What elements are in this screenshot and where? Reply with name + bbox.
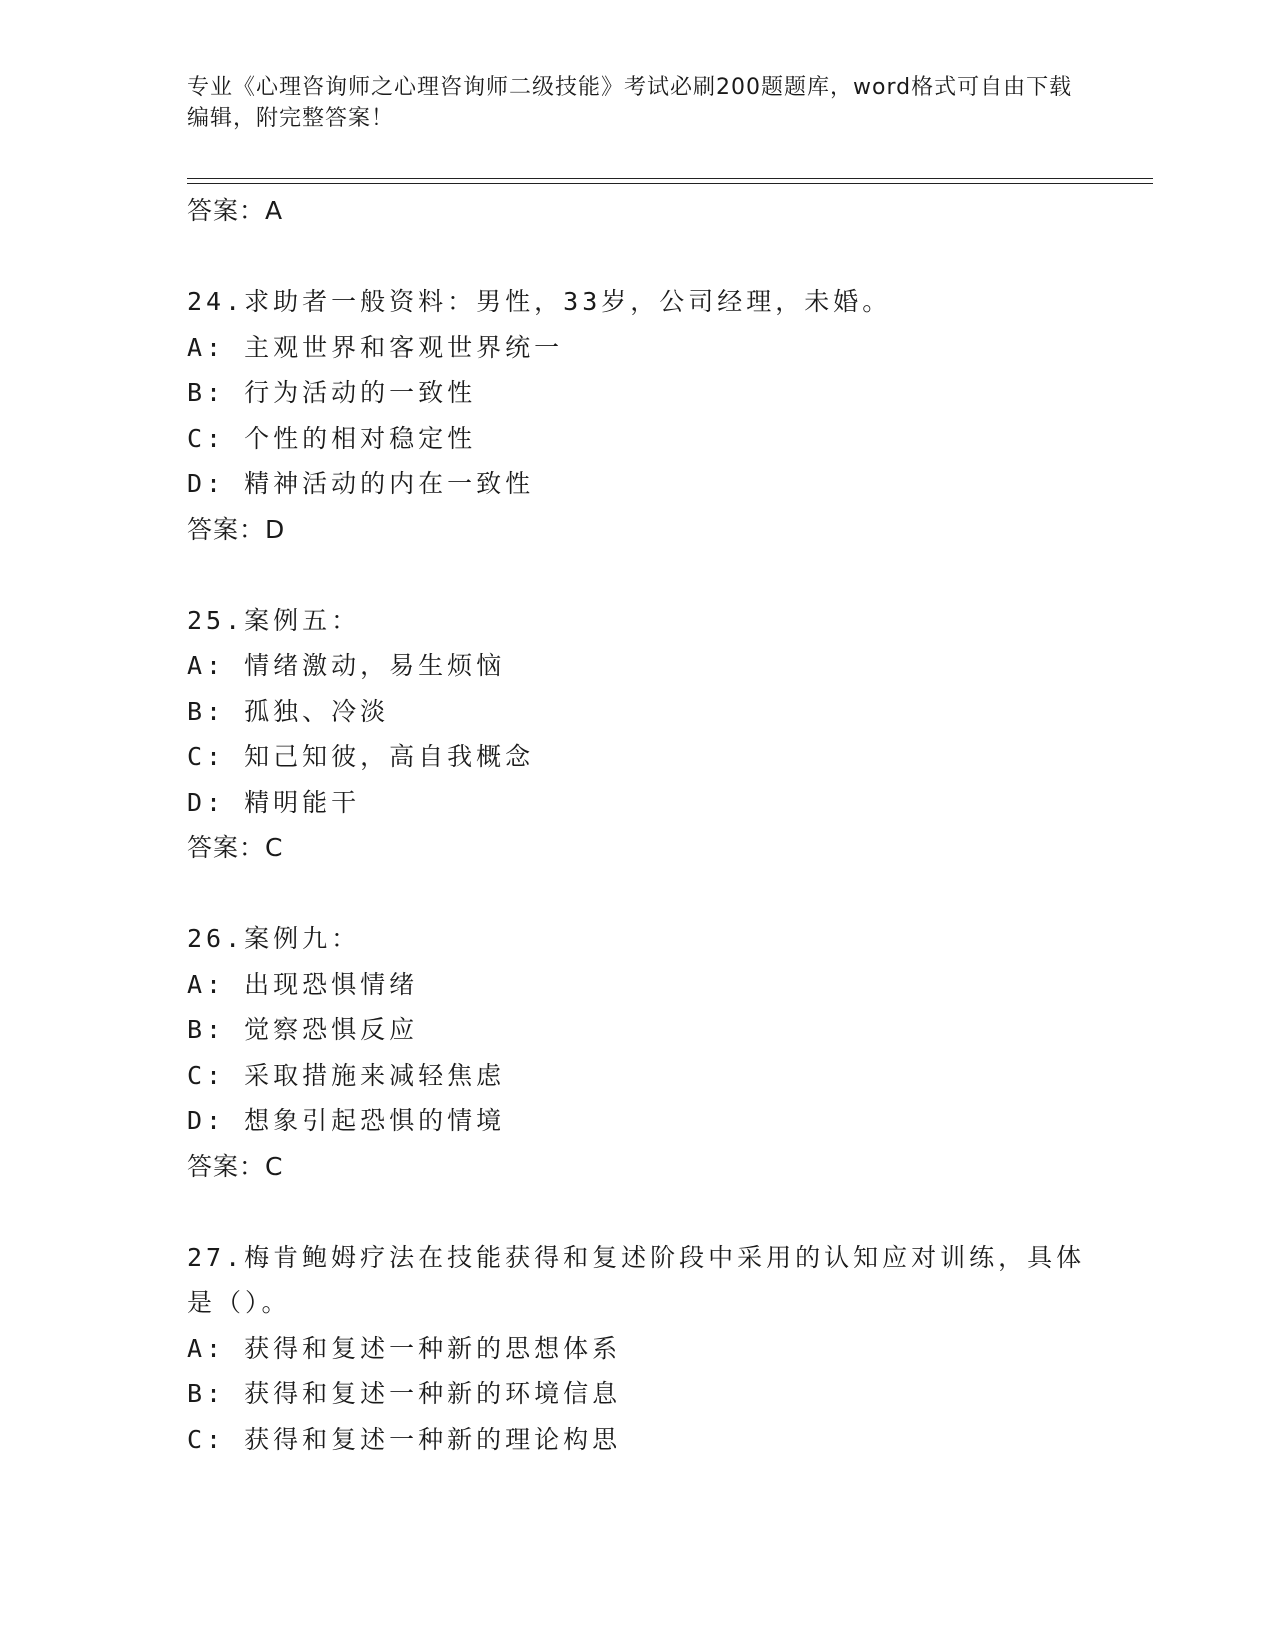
question-stem: 24.求助者一般资料：男性，33岁，公司经理，未婚。	[187, 287, 892, 316]
option-c: C: 知己知彼，高自我概念	[187, 742, 535, 771]
option-d: D: 精明能干	[187, 787, 361, 817]
option-b: B: 孤独、冷淡	[187, 696, 390, 726]
option-b: B: 行为活动的一致性	[187, 378, 477, 407]
option-c: C: 个性的相对稳定性	[187, 423, 477, 453]
header-divider	[187, 178, 1153, 184]
option-a: A: 出现恐惧情绪	[187, 969, 419, 999]
answer: 答案：D	[187, 514, 286, 544]
spacer	[187, 234, 1087, 280]
option-b: B: 觉察恐惧反应	[187, 1015, 419, 1044]
question-stem: 25.案例五：	[187, 605, 361, 635]
question-26	[187, 916, 1087, 1189]
question-list	[187, 188, 1087, 1462]
answer-23: 答案：A	[187, 196, 284, 225]
spacer	[187, 552, 1087, 598]
option-a: A: 获得和复述一种新的思想体系	[187, 1333, 622, 1363]
option-d: D: 精神活动的内在一致性	[187, 469, 535, 498]
option-b: B: 获得和复述一种新的环境信息	[187, 1379, 622, 1408]
answer: 答案：C	[187, 1151, 284, 1181]
header-text: 专业《心理咨询师之心理咨询师二级技能》考试必刷200题题库，word格式可自由下载编辑，附完整答案！	[187, 75, 1073, 131]
page-header	[187, 72, 1077, 134]
question-25	[187, 598, 1087, 871]
answer: 答案：C	[187, 833, 284, 862]
question-stem: 26.案例九：	[187, 924, 361, 953]
option-c: C: 采取措施来减轻焦虑	[187, 1060, 506, 1090]
option-c: C: 获得和复述一种新的理论构思	[187, 1424, 622, 1454]
question-stem: 27.梅肯鲍姆疗法在技能获得和复述阶段中采用的认知应对训练，具体是（）。	[187, 1242, 1086, 1317]
spacer	[187, 1189, 1087, 1235]
spacer	[187, 871, 1087, 917]
option-a: A: 主观世界和客观世界统一	[187, 332, 564, 362]
option-a: A: 情绪激动，易生烦恼	[187, 651, 506, 680]
question-24	[187, 279, 1087, 552]
option-d: D: 想象引起恐惧的情境	[187, 1106, 506, 1135]
question-27	[187, 1235, 1087, 1463]
